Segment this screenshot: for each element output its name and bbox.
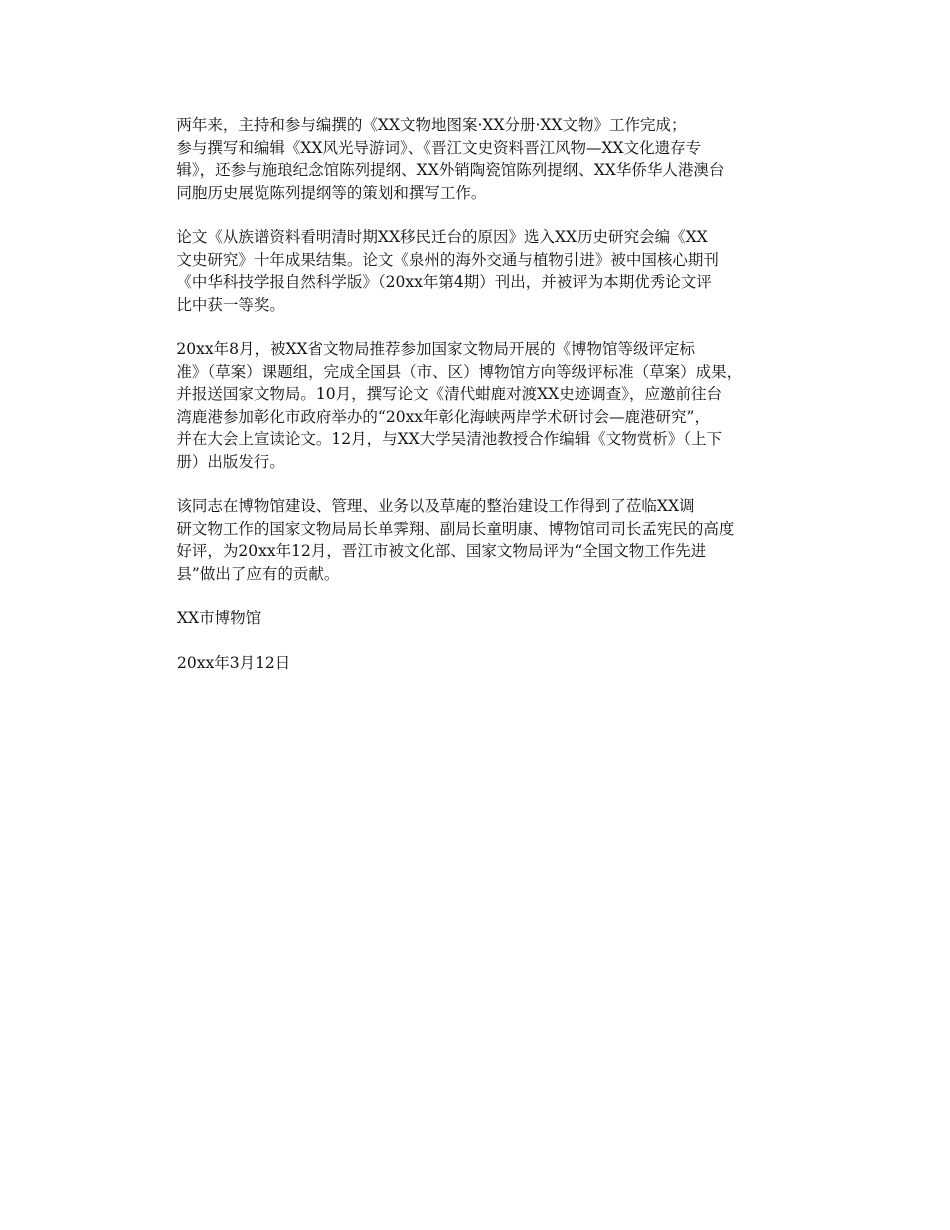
text-line: 辑》，还参与施琅纪念馆陈列提纲、XX外销陶瓷馆陈列提纲、XX华侨华人港澳台 xyxy=(176,161,725,179)
document-body xyxy=(140,114,812,696)
text-line: 并在大会上宣读论文。12月，与XX大学吴清池教授合作编辑《文物赏析》（上下 xyxy=(176,430,722,448)
text-line: 该同志在博物馆建设、管理、业务以及草庵的整治建设工作得到了莅临XX调 xyxy=(176,497,695,515)
text-line: 《中华科技学报自然科学版》（20xx年第4期）刊出，并被评为本期优秀论文评 xyxy=(176,273,712,291)
paragraph-evaluation xyxy=(140,495,812,585)
text-line: 参与撰写和编辑《XX风光导游词》、《晋江文史资料晋江风物—XX文化遗存专 xyxy=(176,138,702,157)
text-line: 比中获一等奖。 xyxy=(176,295,285,314)
text-line: 文史研究》十年成果结集。论文《泉州的海外交通与植物引进》被中国核心期刊 xyxy=(176,250,719,269)
text-line: 论文《从族谱资料看明清时期XX移民迁台的原因》选入XX历史研究会编《XX xyxy=(176,228,708,246)
paragraph-papers xyxy=(140,226,812,316)
text-line: 同胞历史展览陈列提纲等的策划和撰写工作。 xyxy=(176,183,487,202)
text-line: 并报送国家文物局。10月，撰写论文《清代蚶鹿对渡XX史迹调查》，应邀前往台 xyxy=(176,385,722,403)
text-line: 册）出版发行。 xyxy=(176,452,285,471)
signature-date: 20xx年3月12日 xyxy=(177,653,291,672)
paragraph-achievements xyxy=(140,114,812,204)
text-line: 湾鹿港参加彰化市政府举办的“20xx年彰化海峡两岸学术研讨会—鹿港研究”， xyxy=(176,407,710,426)
text-line: 好评，为20xx年12月，晋江市被文化部、国家文物局评为“全国文物工作先进 xyxy=(176,542,707,560)
text-line: 研文物工作的国家文物局局长单霁翔、副局长童明康、博物馆司司长孟宪民的高度 xyxy=(176,519,735,538)
text-line: 准》（草案）课题组，完成全国县（市、区）博物馆方向等级评标准（草案）成果， xyxy=(176,362,743,381)
signature-organization: XX市博物馆 xyxy=(177,609,262,627)
text-line: 县”做出了应有的贡献。 xyxy=(176,564,340,583)
paragraph-projects xyxy=(140,338,812,473)
text-line: 20xx年8月，被XX省文物局推荐参加国家文物局开展的《博物馆等级评定标 xyxy=(176,340,696,358)
text-line: 两年来，主持和参与编撰的《XX文物地图案·XX分册·XX文物》工作完成； xyxy=(176,116,687,134)
